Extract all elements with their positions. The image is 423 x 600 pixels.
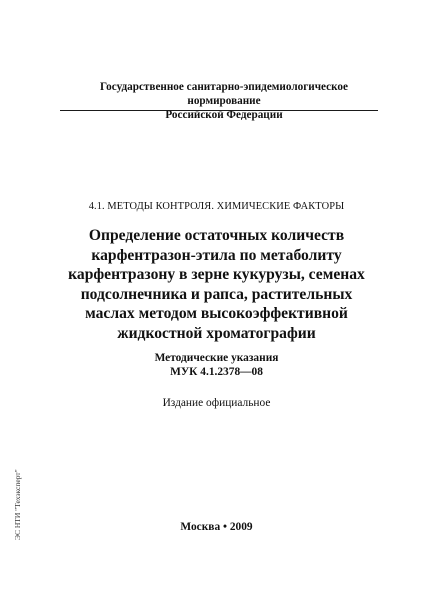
header-line-2: Российской Федерации: [165, 109, 283, 121]
issuing-authority-header: [71, 80, 377, 122]
edition-note: Издание официальное: [162, 397, 271, 409]
title-line: жидкостной хроматографии: [117, 324, 316, 342]
document-title: [40, 226, 393, 343]
header-line-1: Государственное санитарно-эпидемиологическое нормирование: [100, 81, 348, 107]
series-heading: 4.1. МЕТОДЫ КОНТРОЛЯ. ХИМИЧЕСКИЕ ФАКТОРЫ: [88, 201, 345, 212]
document-type: [40, 351, 393, 379]
title-line: Определение остаточных количеств: [88, 227, 345, 244]
title-line: карфентразон-этила по метаболиту: [91, 246, 342, 264]
title-line: подсолнечника и рапса, растительных: [80, 285, 353, 303]
header-divider: [60, 110, 378, 111]
place-and-year: Москва • 2009: [180, 521, 253, 533]
title-line: карфентразону в зерне кукурузы, семенах: [68, 266, 365, 283]
title-line: маслах методом высокоэффективной: [85, 305, 348, 322]
document-code: МУК 4.1.2378—08: [170, 366, 263, 378]
side-stamp: ЭС НТИ "Техэксперт": [13, 469, 22, 540]
document-kind: Методические указания: [154, 352, 279, 364]
